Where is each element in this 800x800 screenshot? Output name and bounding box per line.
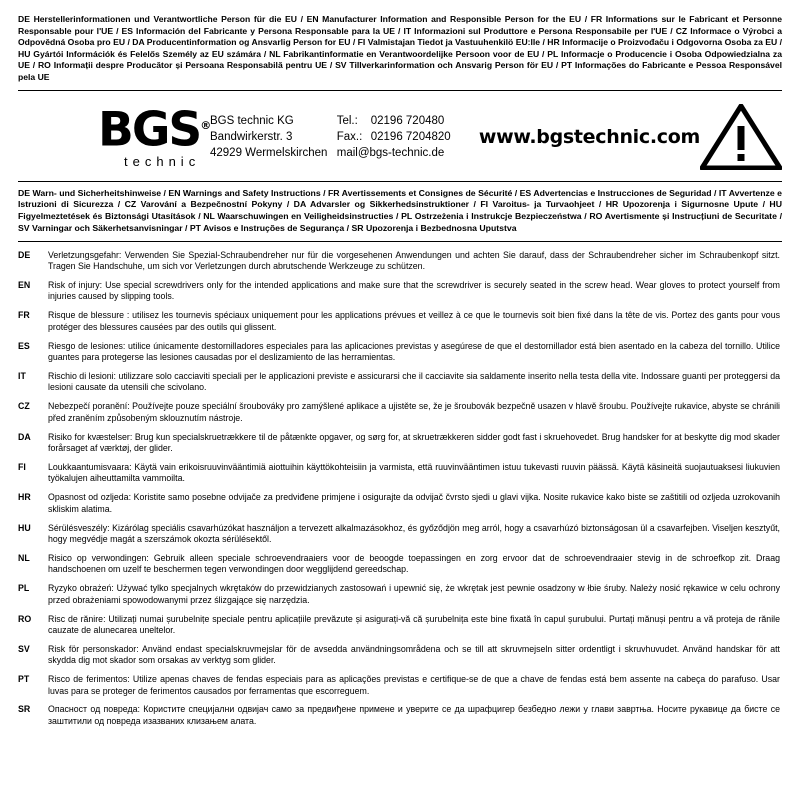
instruction-text: Rischio di lesioni: utilizzare solo cacciaviti speciali per le applicazioni previste e assicurarsi che il cacciavite sia saldamente inserito nella testa della vite. Indossare guanti per proteggersi da lesioni causate da utensili che scivolano. xyxy=(48,371,780,393)
email-value[interactable]: mail@bgs-technic.de xyxy=(336,146,445,159)
language-code: IT xyxy=(18,371,26,381)
instruction-row xyxy=(18,462,782,485)
instruction-text: Opasnost od ozljeda: Koristite samo posebne odvijače za predviđene primjene i osigurajte da odvijač čvrsto sjedi u glavi vijka. Nosite rukavice kako biste se zaštitili od ozljeda uzrokovanih skliskim alatima. xyxy=(48,492,780,514)
language-code: NL xyxy=(18,552,30,563)
instruction-text: Ryzyko obrażeń: Używać tylko specjalnych wkrętaków do przewidzianych zastosowań i upewnić się, że wkrętak jest pewnie osadzony w łbie śruby. Należy nosić rękawice w celu ochrony przed obrażeniami spowodowanymi przez ślizgające się narzędzia. xyxy=(48,583,780,605)
phone-label: Tel.: xyxy=(336,114,358,127)
instruction-row xyxy=(18,644,782,667)
company-info-band xyxy=(18,91,782,181)
instruction-text: Risico op verwondingen: Gebruik alleen speciale schroevendraaiers voor de beoogde toepassingen en zorg ervoor dat de schroevendraaier stevig in de schroefkop zit. Draag handschoenen om uzelf te beschermen tegen verwondingen door wegglijdend gereedschap. xyxy=(48,552,780,575)
phone-line xyxy=(337,113,479,129)
language-code: FI xyxy=(18,461,26,472)
instruction-text: Verletzungsgefahr: Verwenden Sie Spezial-Schraubendreher nur für die vorgesehenen Anwendungen und achten Sie darauf, dass der Schraubendreher sicher im Schraubenkopf sitzt. Tragen Sie Handschuhe, um sich vor Verletzungen durch abrutschende Werkzeuge zu schützen. xyxy=(48,249,780,272)
company-name: BGS technic KG xyxy=(210,114,294,127)
language-code: HR xyxy=(18,492,31,503)
instruction-text: Risque de blessure : utilisez les tournevis spéciaux uniquement pour les applications prévues et veillez à ce que le tournevis soit bien fixé dans la tête de vis. Portez des gants pour vous protéger des blessures causées par des outils qui glissent. xyxy=(48,310,780,332)
language-code: SV xyxy=(18,643,30,654)
language-code: EN xyxy=(18,280,31,291)
language-code: PL xyxy=(18,583,30,594)
instructions-list xyxy=(18,242,782,728)
language-code: RO xyxy=(18,613,32,624)
instruction-row xyxy=(18,432,782,455)
instruction-text: Risk för personskador: Använd endast specialskruvmejslar för de avsedda användningsområdena och se till att skruvmejseln sitter ordentligt i skruvhuvudet. Använd handskar för att skydda dig mot skador som orsakas av verktyg som glider. xyxy=(48,643,780,666)
instruction-row xyxy=(18,674,782,697)
instruction-text: Risco de ferimentos: Utilize apenas chaves de fendas especiais para as aplicações previstas e certifique-se de que a chave de fendas está bem assente na cabeça do parafuso. Usar luvas para se proteger de ferimentos causados por ferramentas que escorreguem. xyxy=(48,674,780,696)
company-city: 42929 Wermelskirchen xyxy=(210,146,328,159)
language-code: HU xyxy=(18,522,31,533)
instruction-row xyxy=(18,704,782,727)
fax-value: 02196 7204820 xyxy=(370,130,451,143)
language-code: SR xyxy=(18,704,31,715)
registered-trademark-icon: ® xyxy=(200,119,212,133)
manufacturer-info-heading: DE Herstellerinformationen und Verantwortliche Person für die EU / EN Manufacturer Information and Responsible Person for the EU / FR Informations sur le Fabricant et Personne Responsable pour l'UE / ES Información del Fabricante y Persona Responsable para la UE / IT Informazioni sul Produttore e Persona Responsabile per l'UE / CZ Informace o Výrobci a Odpovědná Osoba pro EU / DA Producentinformation og Ansvarlig Person for EU / FI Valmistajan Tiedot ja Vastuuhenkilö EU:lle / HR Informacije o Proizvođaču i Odgovorna Osoba za EU / HU Gyártói Információk és Felelős Személy az EU számára / NL Fabrikantinformatie en Verantwoordelijke Persoon voor de EU / PL Informacje o Producencie i Osoba Odpowiedzialna za UE / RO Informații despre Producător și Persoana Responsabilă pentru UE / SV Tillverkarinformation och Ansvarig Person för EU / PT Informações do Fabricante e Pessoa Responsável pela UE xyxy=(18,14,782,82)
instruction-text: Loukkaantumisvaara: Käytä vain erikoisruuvinvääntimiä aiottuihin käyttökohteisiin ja varmista, että ruuvinvääntimen istuu tukevasti ruuvin päässä. Käytä käsineitä suojautuaksesi liukuvien työkalujen aiheuttamilta vammoilta. xyxy=(48,461,780,484)
website-url[interactable]: www.bgstechnic.com xyxy=(478,125,700,148)
language-code: PT xyxy=(18,674,30,685)
instruction-text: Riesgo de lesiones: utilice únicamente destornilladores especiales para las aplicaciones previstas y asegúrese de que el destornillador está bien asentado en la cabeza del tornillo. Utilice guantes para protegerse las lesiones causadas por el deslizamiento de las herramientas. xyxy=(48,340,780,363)
language-code: CZ xyxy=(18,401,30,412)
instruction-row xyxy=(18,614,782,637)
warning-triangle-icon xyxy=(700,104,782,170)
logo-wordmark xyxy=(98,102,212,158)
instruction-row xyxy=(18,250,782,273)
bgs-logo xyxy=(18,102,212,169)
logo-text: BGS xyxy=(98,102,201,158)
instruction-row xyxy=(18,280,782,303)
instruction-row xyxy=(18,341,782,364)
language-code: DA xyxy=(18,431,31,442)
language-code: FR xyxy=(18,310,30,321)
phone-value: 02196 720480 xyxy=(370,114,445,127)
instruction-text: Опасност од повреда: Користите специјални одвијач само за предвиђене примене и уверите се да шрафцигер безбедно лежи у глави завртња. Носите рукавице да бисте се заштитили од повреда изазваних клизањем алата. xyxy=(48,704,780,726)
instruction-row xyxy=(18,492,782,515)
email-line[interactable] xyxy=(337,145,479,161)
company-street: Bandwirkerstr. 3 xyxy=(210,130,293,143)
instruction-row xyxy=(18,553,782,576)
instruction-row xyxy=(18,583,782,606)
instruction-row xyxy=(18,371,782,394)
instruction-row xyxy=(18,401,782,424)
safety-instructions-heading: DE Warn- und Sicherheitshinweise / EN Warnings and Safety Instructions / FR Avertissements et Consignes de Sécurité / ES Advertencias e Instrucciones de Seguridad / IT Avvertenze e Istruzioni di Sicurezza / CZ Varování a Bezpečnostní Pokyny / DA Advarsler og Sikkerhedsinstruktioner / FI Varoitus- ja Turvaohjeet / HR Upozorenja i Sigurnosne Upute / HU Figyelmeztetések és Biztonsági Utasítások / NL Waarschuwingen en Veiligheidsinstructies / PL Ostrzeżenia i Instrukcje Bezpieczeństwa / RO Avertismente și Instrucțiuni de Securitate / SV Varningar och Säkerhetsanvisningar / PT Avisos e Instruções de Segurança / SR Upozorenja i Bezbednosna Uputstva xyxy=(18,187,782,233)
language-code: DE xyxy=(18,249,31,260)
language-code: ES xyxy=(18,340,30,351)
fax-label: Fax.: xyxy=(336,130,363,143)
logo-subtext: technic xyxy=(124,153,201,169)
instruction-row xyxy=(18,310,782,333)
instruction-text: Sérülésveszély: Kizárólag speciális csavarhúzókat használjon a tervezett alkalmazásokhoz, és győződjön meg arról, hogy a csavarhúzó biztonságosan ül a csavarfejben. Viseljen kesztyűt, hogy megvédje magát a szerszámok okozta sérülésektől. xyxy=(48,522,780,544)
company-contact xyxy=(337,113,479,161)
instruction-text: Risk of injury: Use special screwdrivers only for the intended applications and make sure that the screwdriver is securely seated in the screw head. Wear gloves to protect yourself from injuries caused by slipping tools. xyxy=(48,280,780,302)
instruction-row xyxy=(18,523,782,546)
instruction-text: Risiko for kvæstelser: Brug kun specialskruetrækkere til de påtænkte opgaver, og sørg for, at skruetrækkeren sidder godt fast i skruehovedet. Brug handsker for at beskytte dig mod skader forårsaget af værktøj, der glider. xyxy=(48,431,780,454)
instruction-text: Risc de rănire: Utilizați numai șurubelnițe speciale pentru aplicațiile prevăzute și asigurați-vă că șurubelnița este bine fixată în capul șurubului. Purtați mănuși pentru a vă proteja de rănile cauzate de alunecarea uneltelor. xyxy=(48,613,780,635)
fax-line xyxy=(337,129,479,145)
instruction-text: Nebezpečí poranění: Používejte pouze speciální šroubováky pro zamýšlené aplikace a ujistěte se, že je šroubovák bezpečně usazen v hlavě šroubu. Používejte rukavice, abyste se chránili před zraněním způsobeným sklouznutím nástroje. xyxy=(48,401,780,423)
